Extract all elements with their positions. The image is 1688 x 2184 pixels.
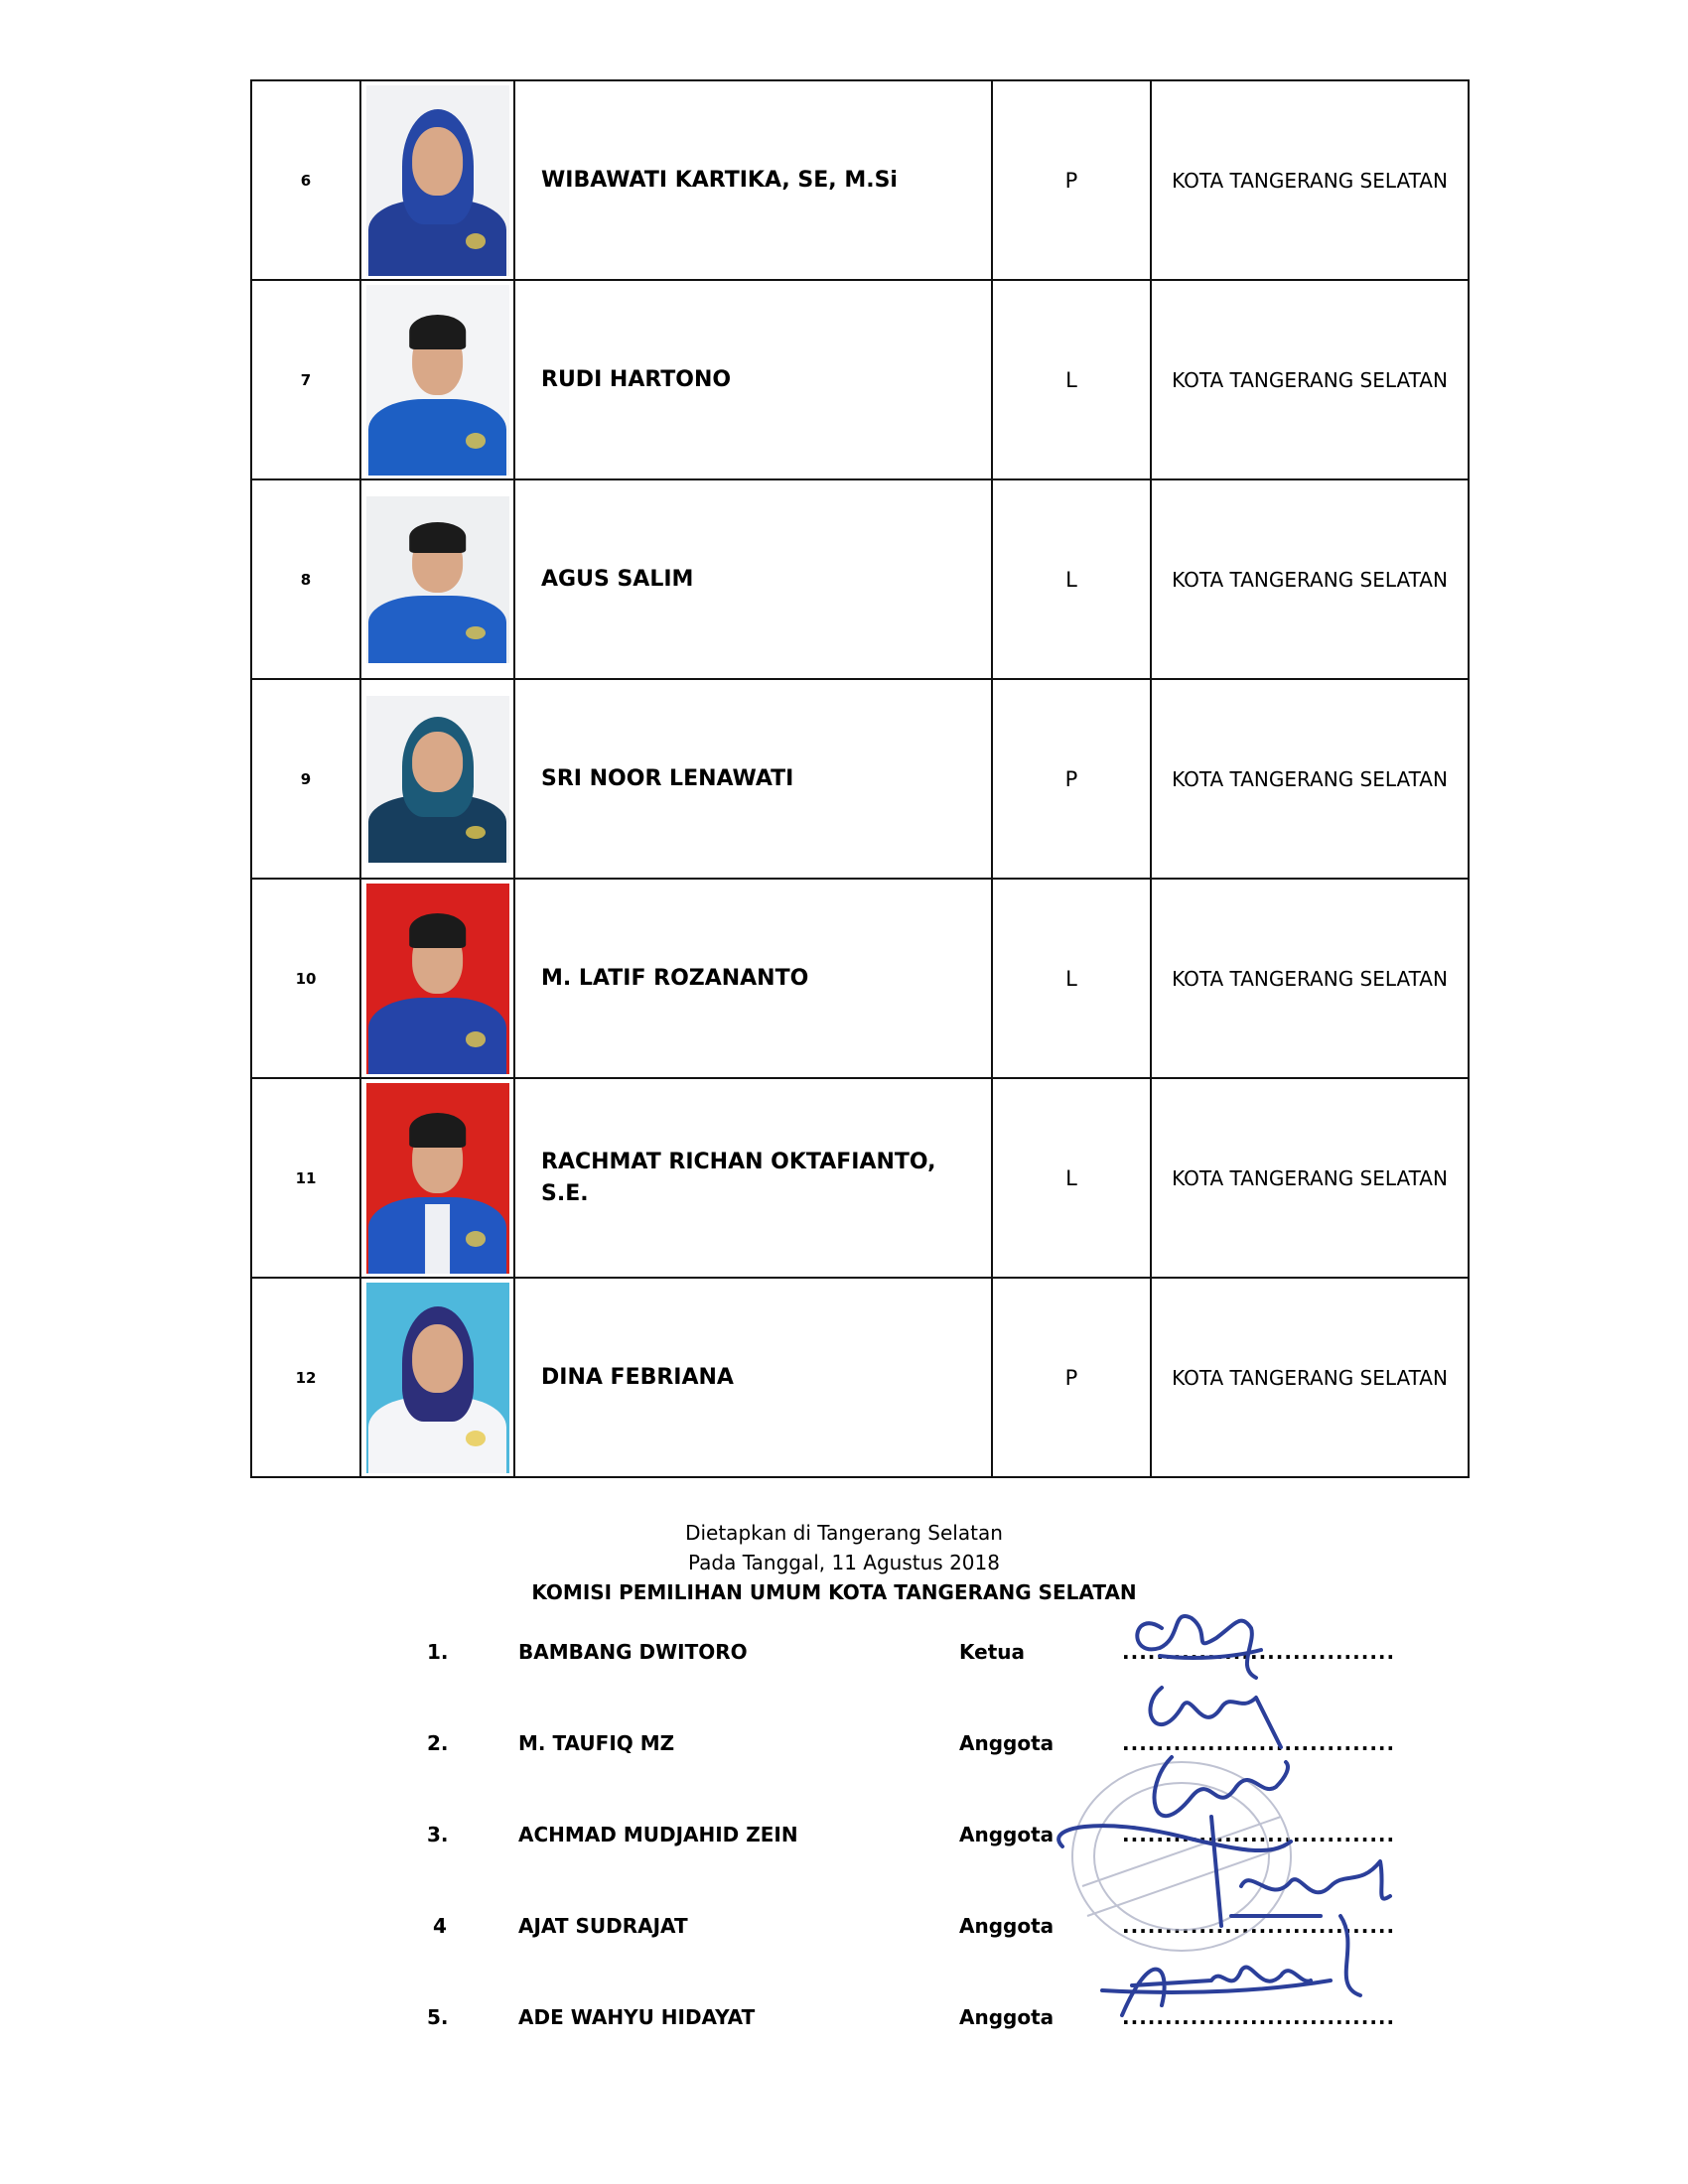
table-row (251, 1078, 1469, 1278)
candidate-table (250, 79, 1470, 1478)
signature-line: ................................ (1122, 1823, 1396, 1846)
candidate-name: DINA FEBRIANA (514, 1278, 992, 1477)
signatory-role: Anggota (959, 1731, 1055, 1755)
candidate-photo (366, 85, 509, 276)
candidate-name: WIBAWATI KARTIKA, SE, M.Si (514, 80, 992, 280)
signature-line: ................................ (1122, 1640, 1396, 1664)
footer-date: Pada Tanggal, 11 Agustus 2018 (688, 1551, 1000, 1574)
candidate-photo-cell (360, 479, 514, 679)
candidate-gender: P (992, 80, 1151, 280)
candidate-number: 11 (251, 1078, 360, 1278)
handwritten-signatures (1058, 1616, 1390, 2015)
candidate-number: 7 (251, 280, 360, 479)
candidate-photo (366, 285, 509, 476)
candidate-photo-cell (360, 1078, 514, 1278)
candidate-gender: P (992, 679, 1151, 879)
candidate-photo (366, 884, 509, 1074)
candidate-number: 12 (251, 1278, 360, 1477)
signature-line: ................................ (1122, 1914, 1396, 1938)
signatory-row (0, 1823, 1688, 1852)
table-row (251, 679, 1469, 879)
candidate-photo-cell (360, 280, 514, 479)
candidate-region: KOTA TANGERANG SELATAN (1151, 479, 1469, 679)
signatory-name: ACHMAD MUDJAHID ZEIN (518, 1823, 798, 1846)
candidate-number: 6 (251, 80, 360, 280)
signatory-role: Ketua (959, 1640, 1026, 1664)
candidate-region: KOTA TANGERANG SELATAN (1151, 679, 1469, 879)
candidate-region: KOTA TANGERANG SELATAN (1151, 80, 1469, 280)
signatory-name: ADE WAHYU HIDAYAT (518, 2005, 756, 2029)
signatory-role: Anggota (959, 2005, 1055, 2029)
table-row (251, 879, 1469, 1078)
candidate-photo (366, 1283, 509, 1473)
candidate-photo-cell (360, 679, 514, 879)
candidate-gender: L (992, 1078, 1151, 1278)
signatory-role: Anggota (959, 1823, 1055, 1846)
candidate-number: 10 (251, 879, 360, 1078)
candidate-name: RUDI HARTONO (514, 280, 992, 479)
table-row (251, 479, 1469, 679)
signatory-number: 1. (427, 1640, 449, 1664)
candidate-gender: L (992, 280, 1151, 479)
candidate-photo (366, 496, 509, 663)
candidate-photo-cell (360, 80, 514, 280)
candidate-name: AGUS SALIM (514, 479, 992, 679)
signatory-name: M. TAUFIQ MZ (518, 1731, 675, 1755)
table-row (251, 1278, 1469, 1477)
footer-place: Dietapkan di Tangerang Selatan (685, 1521, 1003, 1545)
signature-line: ................................ (1122, 1731, 1396, 1755)
signatory-row (0, 1731, 1688, 1761)
signatory-row (0, 1914, 1688, 1944)
signatory-number: 3. (427, 1823, 449, 1846)
candidate-name: SRI NOOR LENAWATI (514, 679, 992, 879)
signatory-role: Anggota (959, 1914, 1055, 1938)
candidate-number: 8 (251, 479, 360, 679)
candidate-region: KOTA TANGERANG SELATAN (1151, 1278, 1469, 1477)
signatory-number: 2. (427, 1731, 449, 1755)
candidate-name: RACHMAT RICHAN OKTAFIANTO, S.E. (514, 1078, 992, 1278)
candidate-photo-cell (360, 879, 514, 1078)
candidate-region: KOTA TANGERANG SELATAN (1151, 280, 1469, 479)
candidate-photo-cell (360, 1278, 514, 1477)
candidate-number: 9 (251, 679, 360, 879)
signatory-row (0, 1640, 1688, 1670)
footer-institution: KOMISI PEMILIHAN UMUM KOTA TANGERANG SELATAN (531, 1580, 1137, 1604)
candidate-photo (366, 696, 509, 863)
table-row (251, 80, 1469, 280)
signature-line: ................................ (1122, 2005, 1396, 2029)
table-row (251, 280, 1469, 479)
signatory-number: 4 (433, 1914, 447, 1938)
candidate-gender: P (992, 1278, 1151, 1477)
candidate-gender: L (992, 879, 1151, 1078)
candidate-region: KOTA TANGERANG SELATAN (1151, 879, 1469, 1078)
signatory-number: 5. (427, 2005, 449, 2029)
candidate-name: M. LATIF ROZANANTO (514, 879, 992, 1078)
candidate-photo (366, 1083, 509, 1274)
signatory-name: AJAT SUDRAJAT (518, 1914, 688, 1938)
signatory-row (0, 2005, 1688, 2035)
candidate-region: KOTA TANGERANG SELATAN (1151, 1078, 1469, 1278)
signatory-name: BAMBANG DWITORO (518, 1640, 748, 1664)
candidate-gender: L (992, 479, 1151, 679)
